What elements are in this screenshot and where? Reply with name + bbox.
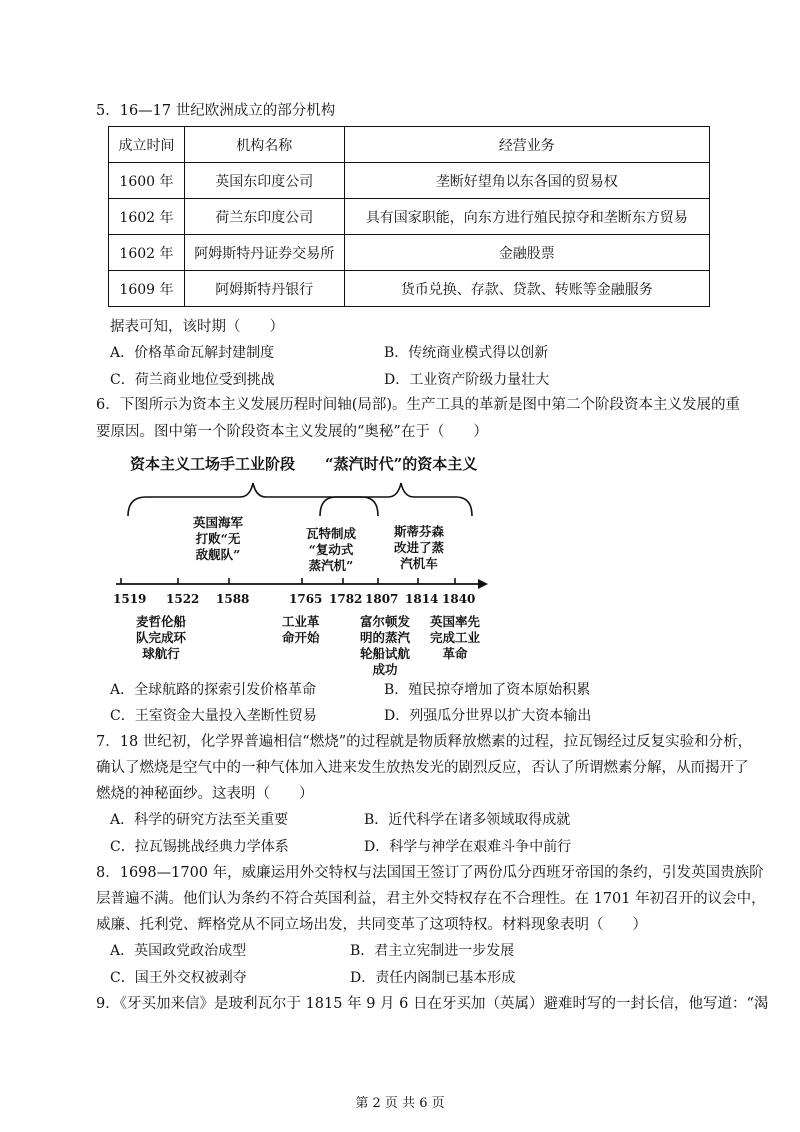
event-line: 成功 <box>372 662 398 677</box>
q7-stem-line-1: 7．18 世纪初，化学界普遍相信“燃烧”的过程就是物质释放燃素的过程，拉瓦锡经过反复实验和分析， <box>96 734 753 750</box>
event-magellan <box>136 614 186 662</box>
q5-question: 据表可知，该时期（ ） <box>110 319 284 335</box>
event-line: 打败“无 <box>195 531 241 546</box>
q7-option-a[interactable]: A．科学的研究方法至关重要 <box>110 812 289 828</box>
q7-stem-line-3: 燃烧的神秘面纱。这表明（ ） <box>96 786 314 802</box>
q8-option-a[interactable]: A．英国政党政治成型 <box>110 943 247 959</box>
q5-option-a[interactable]: A．价格革命瓦解封建制度 <box>110 345 275 361</box>
event-line: 麦哲伦船 <box>136 614 187 629</box>
q5-title: 5．16—17 世纪欧洲成立的部分机构 <box>96 103 336 119</box>
table-cell: 英国东印度公司 <box>184 163 344 199</box>
event-line: 工业革 <box>282 614 320 629</box>
event-armada <box>193 515 243 563</box>
table-cell: 1602 年 <box>109 199 185 235</box>
table-cell: 荷兰东印度公司 <box>184 199 344 235</box>
q6-option-b[interactable]: B．殖民掠夺增加了资本原始积累 <box>384 682 591 698</box>
event-line: 改进了蒸 <box>394 540 445 555</box>
q6-option-a[interactable]: A．全球航路的探索引发价格革命 <box>110 682 317 698</box>
q8-stem-line-2: 层普遍不满。他们认为条约不符合英国利益，君主外交特权存在不合理性。在 1701 年初召开的议会中， <box>96 891 766 907</box>
q6-option-d[interactable]: D．列强瓜分世界以扩大资本输出 <box>384 708 592 724</box>
table-cell: 1600 年 <box>109 163 185 199</box>
q7-option-b[interactable]: B．近代科学在诸多领域取得成就 <box>364 812 571 828</box>
table-header-cell: 经营业务 <box>344 127 709 163</box>
tick-label: 1807 <box>365 592 399 606</box>
table-cell: 金融股票 <box>344 235 709 271</box>
table-cell: 货币兑换、存款、贷款、转账等金融服务 <box>344 271 709 307</box>
table-header-cell: 成立时间 <box>109 127 185 163</box>
event-line: 革命 <box>442 646 468 661</box>
event-line: 蒸汽机” <box>308 558 354 573</box>
q6-option-c[interactable]: C．王室资金大量投入垄断性贸易 <box>110 708 317 724</box>
page-footer: 第 2 页 共 6 页 <box>355 1096 445 1111</box>
event-line: “复动式 <box>308 542 354 557</box>
event-line: 队完成环 <box>136 630 187 645</box>
q8-option-b[interactable]: B．君主立宪制进一步发展 <box>350 943 515 959</box>
q5-option-c[interactable]: C．荷兰商业地位受到挑战 <box>110 372 275 388</box>
timeline-stage-2-label: “蒸汽时代”的资本主义 <box>325 455 478 473</box>
tick-label: 1519 <box>113 592 147 606</box>
event-britain-completes <box>430 614 480 662</box>
table-header-cell: 机构名称 <box>184 127 344 163</box>
stage-1-brace <box>128 483 378 516</box>
timeline-arrow <box>478 579 488 589</box>
event-line: 球航行 <box>142 646 180 661</box>
stage-2-brace <box>320 483 472 516</box>
q8-option-d[interactable]: D．责任内阁制已基本形成 <box>350 970 516 986</box>
q5-option-b[interactable]: B．传统商业模式得以创新 <box>384 345 549 361</box>
tick-label: 1840 <box>442 592 476 606</box>
table-cell: 阿姆斯特丹银行 <box>184 271 344 307</box>
event-line: 斯蒂芬森 <box>394 524 445 539</box>
table-cell: 具有国家职能，向东方进行殖民掠夺和垄断东方贸易 <box>344 199 709 235</box>
event-line: 汽机车 <box>400 556 438 571</box>
table-cell: 1602 年 <box>109 235 185 271</box>
q8-stem-line-1: 8．1698—1700 年，威廉运用外交特权与法国国王签订了两份瓜分西班牙帝国的条约，引发英国贵族阶 <box>96 865 764 881</box>
q7-option-c[interactable]: C．拉瓦锡挑战经典力学体系 <box>110 839 289 855</box>
q7-stem-line-2: 确认了燃烧是空气中的一种气体加入进来发生放热发光的剧烈反应，否认了所谓燃素分解，从而揭开了 <box>96 760 749 776</box>
q8-option-c[interactable]: C．国王外交权被剥夺 <box>110 970 247 986</box>
timeline-stage-1-label: 资本主义工场手工业阶段 <box>130 455 296 473</box>
q9-stem-line-1: 9．《牙买加来信》是玻利瓦尔于 1815 年 9 月 6 日在牙买加（英属）避难时写的一封长信，他写道：“渴 <box>96 996 769 1012</box>
q6-stem-line-2: 要原因。图中第一个阶段资本主义发展的“奥秘”在于（ ） <box>96 424 488 440</box>
tick-label: 1782 <box>329 592 363 606</box>
event-line: 瓦特制成 <box>306 526 357 541</box>
tick-label: 1522 <box>166 592 200 606</box>
event-industrial-revolution <box>282 614 320 646</box>
event-line: 完成工业 <box>430 630 481 645</box>
event-line: 英国率先 <box>430 614 481 629</box>
q8-stem-line-3: 威廉、托利党、辉格党从不同立场出发，共同变革了这项特权。材料现象表明（ ） <box>96 917 647 933</box>
tick-label: 1814 <box>405 592 439 606</box>
q7-option-d[interactable]: D．科学与神学在艰难斗争中前行 <box>364 839 572 855</box>
event-line: 富尔顿发 <box>360 614 411 629</box>
tick-label: 1588 <box>216 592 250 606</box>
event-fulton <box>360 614 410 678</box>
event-line: 命开始 <box>282 630 320 645</box>
tick-label: 1765 <box>289 592 323 606</box>
event-line: 明的蒸汽 <box>360 630 411 645</box>
event-line: 轮船试航 <box>360 646 411 661</box>
event-watt <box>306 526 356 574</box>
table-cell: 垄断好望角以东各国的贸易权 <box>344 163 709 199</box>
table-cell: 阿姆斯特丹证券交易所 <box>184 235 344 271</box>
event-line: 敌舰队” <box>195 547 241 562</box>
q6-stem-line-1: 6．下图所示为资本主义发展历程时间轴(局部)。生产工具的革新是图中第二个阶段资本主义发展的重 <box>96 397 741 413</box>
event-stephenson <box>394 524 444 572</box>
event-line: 英国海军 <box>193 515 244 530</box>
q5-option-d[interactable]: D．工业资产阶级力量壮大 <box>384 372 550 388</box>
table-cell: 1609 年 <box>109 271 185 307</box>
